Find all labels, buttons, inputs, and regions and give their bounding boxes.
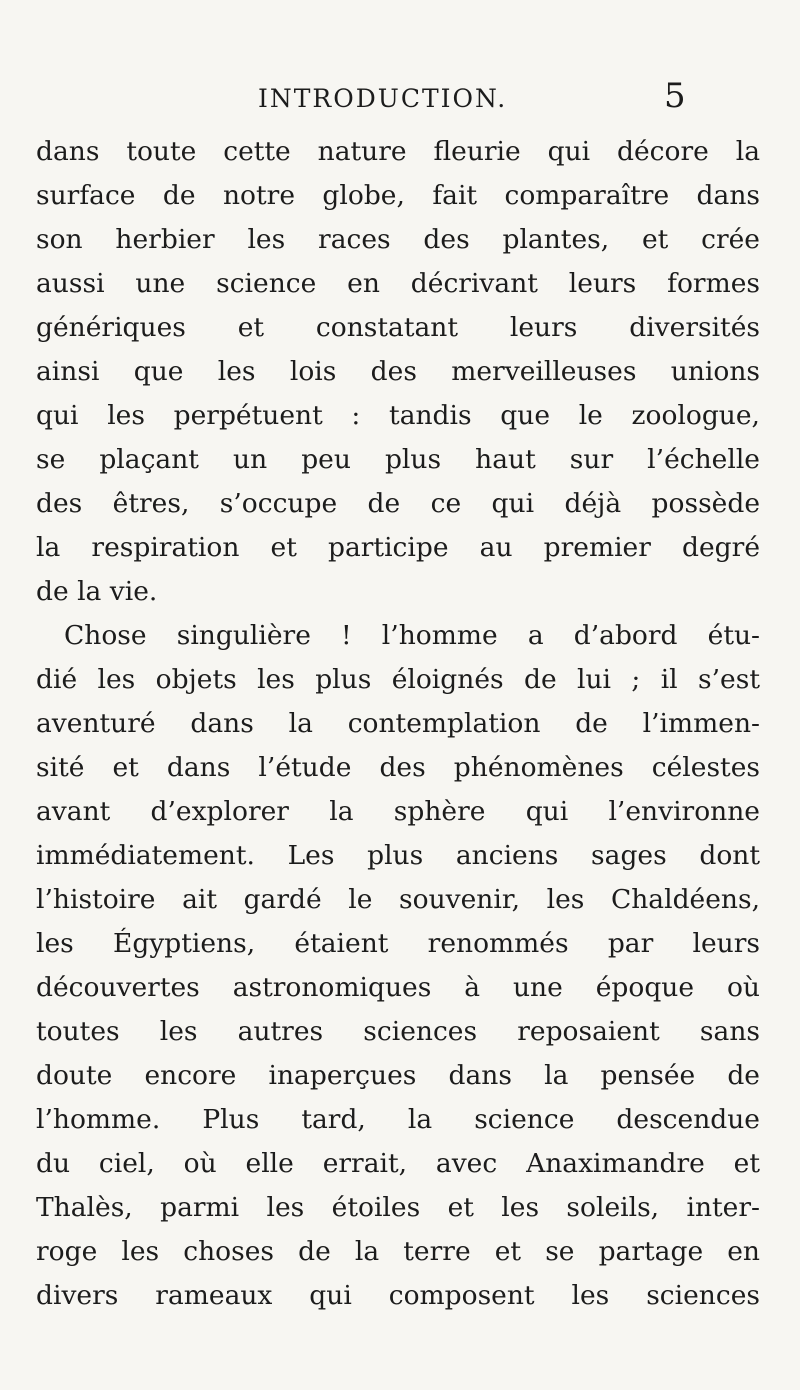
text-line: avant d’explorer la sphère qui l’environne	[36, 796, 760, 827]
text-line: l’homme. Plus tard, la science descendue	[36, 1104, 760, 1135]
text-line: immédiatement. Les plus anciens sages dont	[36, 840, 760, 871]
text-line: découvertes astronomiques à une époque où	[36, 972, 760, 1003]
text-line: surface de notre globe, fait comparaître dans	[36, 180, 760, 211]
text-line: doute encore inaperçues dans la pensée de	[36, 1060, 760, 1091]
text-line: ainsi que les lois des merveilleuses unions	[36, 356, 760, 387]
running-header	[0, 74, 800, 114]
text-line: Thalès, parmi les étoiles et les soleils, inter-	[36, 1192, 760, 1223]
text-line: du ciel, où elle errait, avec Anaximandre et	[36, 1148, 760, 1179]
paragraph-start-line: Chose singulière ! l’homme a d’abord étu-	[64, 620, 760, 651]
text-line: sité et dans l’étude des phénomènes célestes	[36, 752, 760, 783]
text-line: l’histoire ait gardé le souvenir, les Chaldéens,	[36, 884, 760, 915]
text-line: divers rameaux qui composent les sciences	[36, 1280, 760, 1311]
paragraph-end-line: de la vie.	[36, 576, 158, 607]
text-line: toutes les autres sciences reposaient sans	[36, 1016, 760, 1047]
text-line: aventuré dans la contemplation de l’immen-	[36, 708, 760, 739]
text-line: la respiration et participe au premier degré	[36, 532, 760, 563]
text-line: roge les choses de la terre et se partage en	[36, 1236, 760, 1267]
text-line: dié les objets les plus éloignés de lui ; il s’est	[36, 664, 760, 695]
body-text	[36, 130, 760, 1318]
running-title: INTRODUCTION.	[258, 84, 508, 113]
text-line: dans toute cette nature fleurie qui décore la	[36, 136, 760, 167]
text-line: génériques et constatant leurs diversités	[36, 312, 760, 343]
text-line: son herbier les races des plantes, et crée	[36, 224, 760, 255]
text-line: se plaçant un peu plus haut sur l’échelle	[36, 444, 760, 475]
text-line: qui les perpétuent : tandis que le zoologue,	[36, 400, 760, 431]
text-line: les Égyptiens, étaient renommés par leurs	[36, 928, 760, 959]
text-line: des êtres, s’occupe de ce qui déjà possède	[36, 488, 760, 519]
page-number: 5	[664, 76, 686, 116]
text-line: aussi une science en décrivant leurs formes	[36, 268, 760, 299]
